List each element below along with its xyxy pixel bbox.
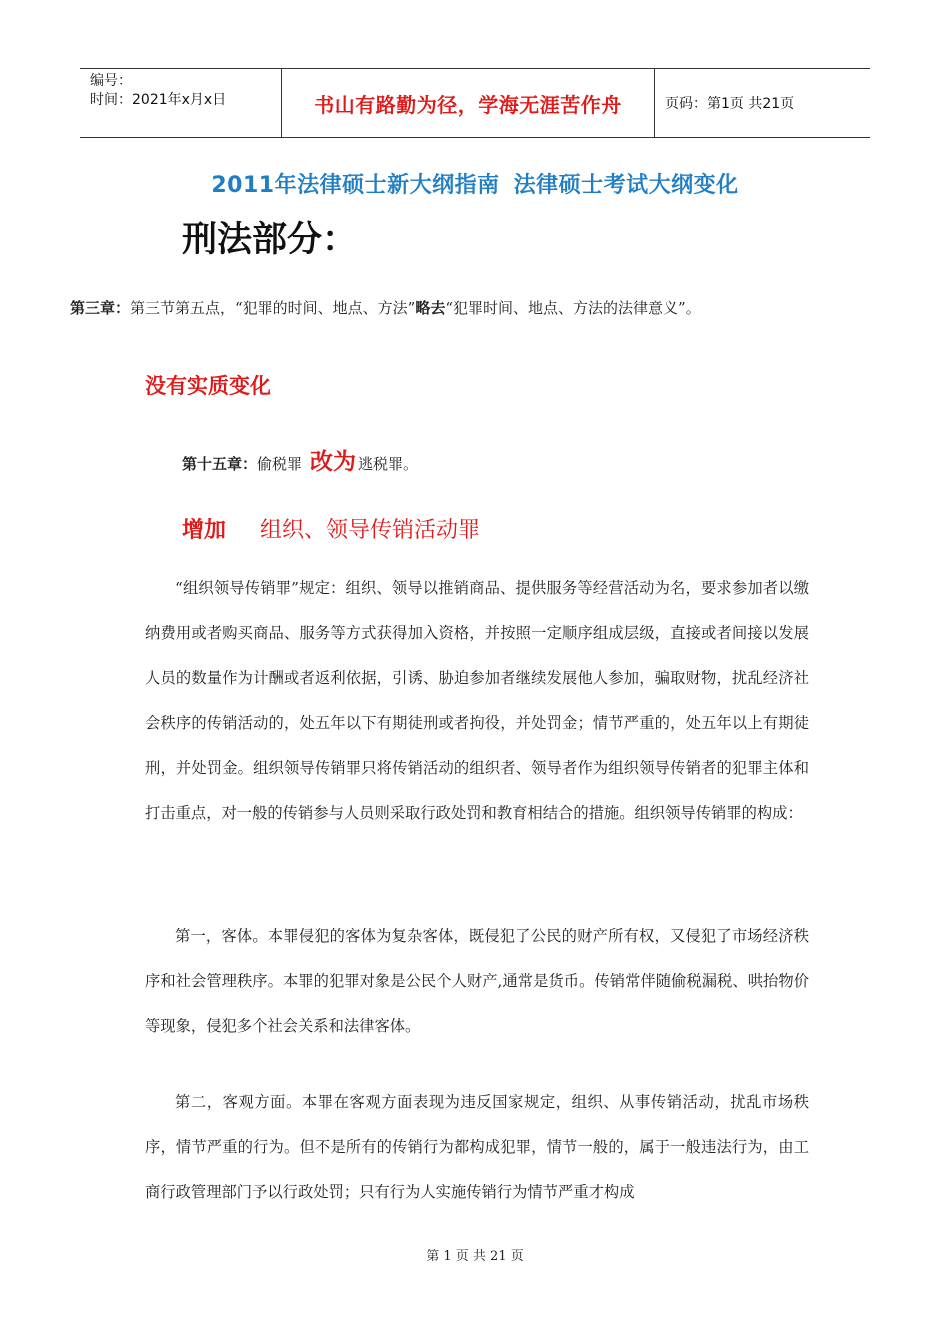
chapter3-text1: 第三节第五点，“犯罪的时间、地点、方法” — [130, 299, 416, 317]
page-footer: 第 1 页 共 21 页 — [426, 1249, 524, 1264]
motto: 书山有路勤为径，学海无涯苦作舟 — [281, 69, 655, 137]
chapter3-omit: 略去 — [415, 299, 446, 317]
header-info-cell — [80, 69, 281, 137]
paragraph-objective: 第二，客观方面。本罪在客观方面表现为违反国家规定，组织、从事传销活动，扰乱市场秩序，情节严重的行为。但不是所有的传销行为都构成犯罪，情节一般的，属于一般违法行为，由工商行政管理部门予以行政处罚；只有行为人实施传销行为情节严重才构成 — [145, 1093, 809, 1201]
chapter15-label: 第十五章： — [182, 455, 258, 473]
chapter15-note — [182, 443, 418, 476]
paragraph-object: 第一，客体。本罪侵犯的客体为复杂客体，既侵犯了公民的财产所有权，又侵犯了市场经济秩序和社会管理秩序。本罪的犯罪对象是公民个人财产,通常是货币。传销常伴随偷税漏税、哄抬物价等现象，侵犯多个社会关系和法律客体。 — [145, 927, 809, 1035]
addition-crime: 组织、领导传销活动罪 — [260, 518, 481, 543]
number-label: 编号： — [90, 73, 132, 89]
page-code: 页码：第1页 共21页 — [665, 96, 795, 112]
paragraph-definition: “组织领导传销罪”规定：组织、领导以推销商品、提供服务等经营活动为名，要求参加者以缴纳费用或者购买商品、服务等方式获得加入资格，并按照一定顺序组成层级，直接或者间接以发展人员的数量作为计酬或者返利依据，引诱、胁迫参加者继续发展他人参加，骗取财物，扰乱经济社会秩序的传销活动的，处五年以下有期徒刑或者拘役，并处罚金；情节严重的，处五年以上有期徒刑，并处罚金。组织领导传销罪只将传销活动的组织者、领导者作为组织领导传销者的犯罪主体和打击重点，对一般的传销参与人员则采取行政处罚和教育相结合的措施。组织领导传销罪的构成： — [145, 579, 809, 822]
chapter15-change: 改为 — [310, 449, 357, 475]
title-secondary: 法律硕士考试大纲变化 — [513, 173, 739, 198]
no-change-heading: 没有实质变化 — [145, 374, 271, 398]
chapter15-new: 逃税罪。 — [358, 455, 419, 473]
header-table — [80, 68, 870, 138]
document-title — [0, 168, 950, 199]
section-heading: 刑法部分： — [182, 220, 358, 260]
addition-heading — [182, 513, 480, 544]
chapter3-label: 第三章： — [70, 299, 131, 317]
addition-label: 增加 — [182, 518, 227, 543]
chapter3-note — [70, 297, 701, 318]
title-main: 2011年法律硕士新大纲指南 — [211, 173, 500, 198]
chapter15-old: 偷税罪 — [257, 455, 303, 473]
chapter3-text2: “犯罪时间、地点、方法的法律意义”。 — [445, 299, 701, 317]
time-label: 时间：2021年x月x日 — [90, 92, 227, 108]
